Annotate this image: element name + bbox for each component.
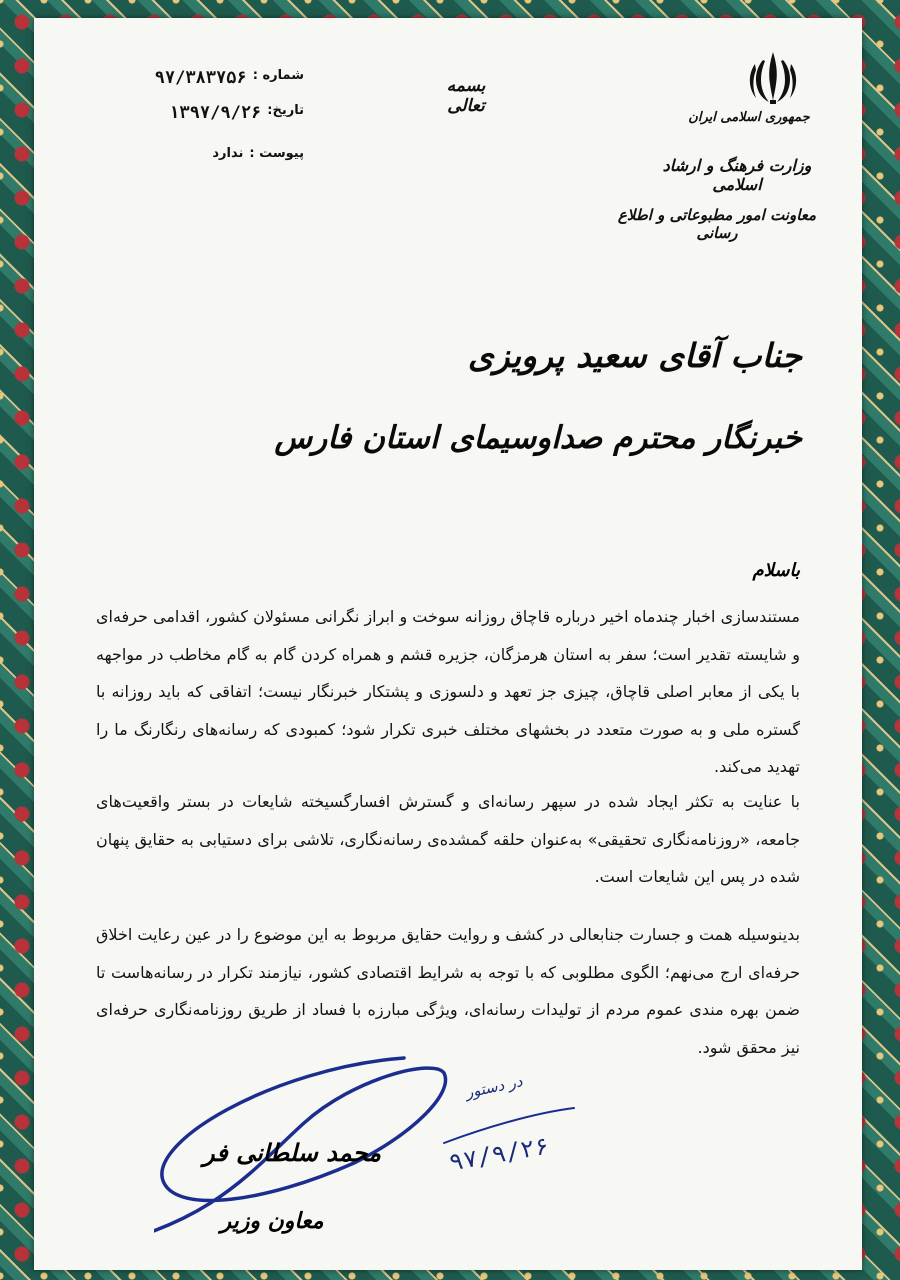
iran-emblem-icon xyxy=(746,48,800,106)
body-paragraph-3: بدینوسیله همت و جسارت جنابعالی در کشف و روایت حقایق مربوط به این موضوع را در عین رعایت اخلاق حرفه‌ای ارج می‌نهم؛ الگوی مطلوبی که با توجه به شرایط اقتصادی کشور، نیازمند تکرار در رسانه‌هاست تا ضمن بهره مندی عموم مردم از تولیدات رسانه‌ای، ویژگی مبارزه با فساد از طریق روزنامه‌نگاری حرفه‌ای نیز محقق شود. xyxy=(96,925,800,1057)
ministry-line-ministry: وزارت فرهنگ و ارشاد اسلامی xyxy=(662,156,812,194)
body-paragraph-2: با عنایت به تکثر ایجاد شده در سپهر رسانه‌ای و گسترش افسارگسیخته شایعات در بستر واقعیت‌های جامعه، «روزنامه‌نگاری تحقیقی» به‌عنوان حلقه گمشده‌ی رسانه‌نگاری، تلاشی برای دستیابی به حقایق پنهان شده در پس این شایعات است. xyxy=(96,792,800,886)
handwritten-date: ۹۷/۹/۲۶ xyxy=(446,1131,552,1177)
signer-name: محمد سلطانی فر xyxy=(203,1138,381,1167)
ministry-line-country: جمهوری اسلامی ایران xyxy=(688,110,810,125)
date-label: تاریخ: xyxy=(267,103,304,118)
attachment-value: ندارد xyxy=(212,146,244,161)
letter-date xyxy=(104,103,304,123)
ministry-line-department: معاونت امور مطبوعاتی و اطلاع رسانی xyxy=(617,206,817,242)
body-paragraph-1: مستندسازی اخبار چندماه اخیر درباره قاچاق روزانه سوخت و ابراز نگرانی مسئولان کشور، اقدامی حرفه‌ای و شایسته تقدیر است؛ سفر به استان هرمزگان، جزیره قشم و همراه کردن گام به گام مخاطب در مواجهه با یکی از معابر اصلی قاچاق، چیزی جز تعهد و دلسوزی و پشتکار خبرنگار نیست؛ اتفاقی که باید روزانه با گستره ملی و به صورت متعدد در بخشهای مختلف خبری تکرار شود؛ کمبودی که رسانه‌های رنگارنگ ما را تهدید می‌کند. xyxy=(96,607,800,776)
attachment-label: پیوست : xyxy=(249,146,304,161)
number-value: ۹۷/۳۸۳۷۵۶ xyxy=(154,68,247,88)
salutation: باسلام xyxy=(752,560,800,581)
basmala: بسمه تعالی xyxy=(446,76,486,116)
recipient-title: خبرنگار محترم صداوسیمای استان فارس xyxy=(274,420,802,456)
recipient-name: جناب آقای سعید پرویزی xyxy=(467,336,802,375)
number-label: شماره : xyxy=(252,68,304,83)
signer-title: معاون وزیر xyxy=(220,1208,324,1234)
letter-number xyxy=(104,68,304,88)
date-value: ۱۳۹۷/۹/۲۶ xyxy=(169,103,262,123)
letter-page xyxy=(34,18,862,1270)
handwritten-note: در دستور xyxy=(464,1072,524,1102)
letter-attachment xyxy=(104,146,304,161)
